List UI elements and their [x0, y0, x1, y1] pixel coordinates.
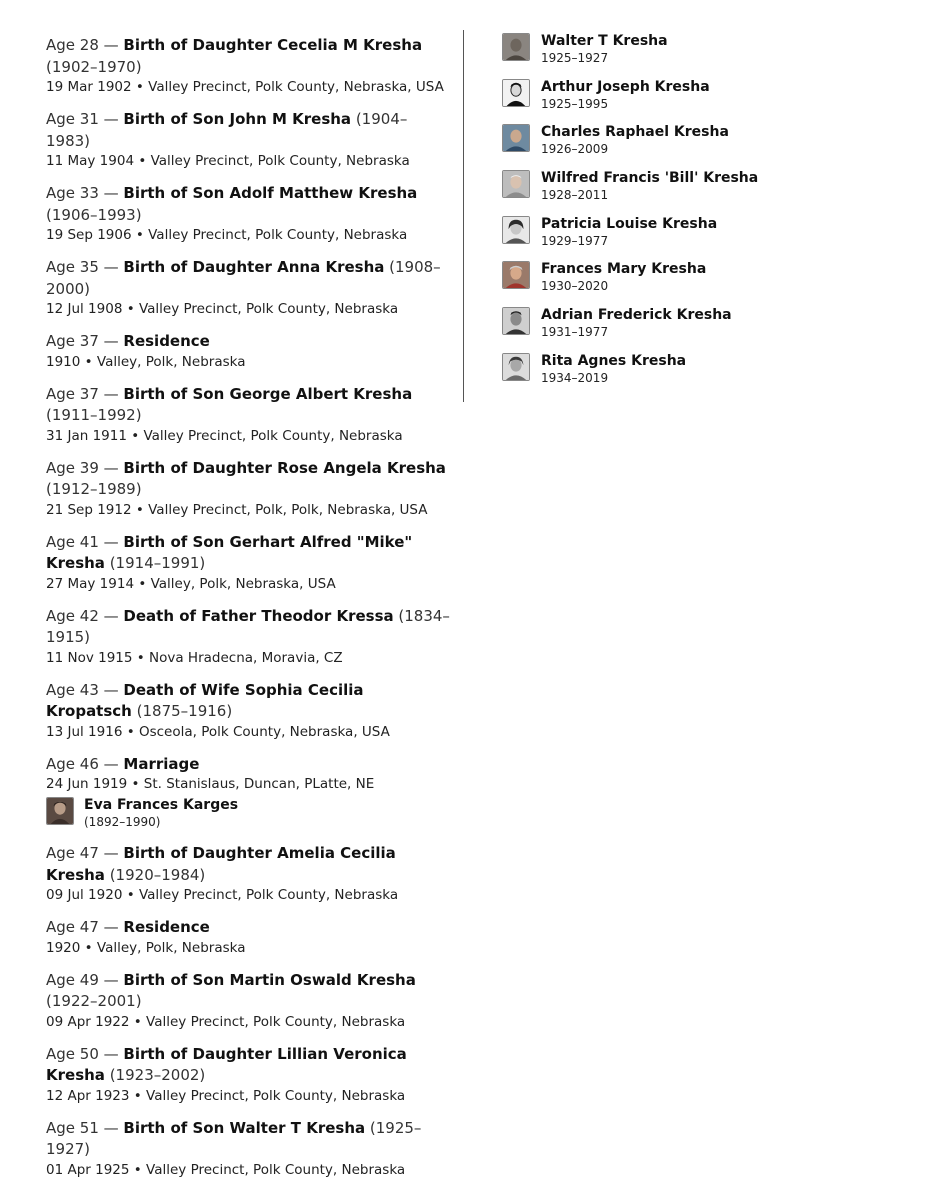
event-heading — [46, 109, 451, 152]
child-years: 1925–1995 — [541, 96, 609, 111]
event-title-link[interactable]: Birth of Son Walter T Kresha — [123, 1118, 366, 1137]
event-title-link[interactable]: Birth of Son John M Kresha — [123, 110, 352, 128]
child-years: 1928–2011 — [541, 188, 609, 203]
child-years: 1934–2019 — [541, 370, 609, 385]
timeline-event — [46, 1044, 451, 1106]
timeline-event — [46, 843, 451, 905]
child-name[interactable]: Charles Raphael Kresha — [541, 124, 729, 141]
spouse-card[interactable] — [46, 797, 451, 831]
event-title-link[interactable]: Birth of Daughter Anna Kresha — [123, 258, 385, 276]
event-title-link[interactable]: Death of Father Theodor Kressa — [123, 606, 394, 625]
event-age: Age 28 — — [46, 36, 124, 54]
child-item[interactable] — [502, 32, 902, 78]
event-age: Age 43 — — [46, 680, 124, 699]
event-date-place: 1910 • Valley, Polk, Nebraska — [46, 353, 246, 370]
child-years: 1929–1977 — [541, 233, 609, 248]
child-portrait-icon[interactable] — [502, 79, 530, 107]
timeline-event — [46, 917, 451, 958]
event-heading — [46, 970, 451, 1013]
event-title-link[interactable]: Birth of Daughter Lillian Veronica Kresha — [46, 1044, 407, 1084]
timeline-event — [46, 109, 451, 171]
timeline-event — [46, 183, 451, 245]
timeline-event — [46, 1118, 451, 1180]
timeline-event — [46, 754, 451, 832]
child-years: 1926–2009 — [541, 142, 609, 157]
event-title: Marriage — [123, 754, 200, 773]
event-years: (1923–2002) — [104, 1066, 206, 1084]
timeline-event — [46, 606, 451, 668]
child-portrait-icon[interactable] — [502, 216, 530, 244]
child-name[interactable]: Patricia Louise Kresha — [541, 215, 718, 232]
event-heading — [46, 754, 451, 776]
event-years: (1922–2001) — [46, 992, 142, 1010]
event-title-link[interactable]: Birth of Son Martin Oswald Kresha — [123, 970, 416, 989]
event-date-place: 24 Jun 1919 • St. Stanislaus, Duncan, PLatte, NE — [46, 776, 375, 792]
child-portrait-icon[interactable] — [502, 307, 530, 335]
event-heading — [46, 331, 451, 353]
child-years: 1930–2020 — [541, 279, 609, 294]
event-heading — [46, 606, 451, 649]
child-name[interactable]: Arthur Joseph Kresha — [541, 78, 710, 95]
child-years: 1925–1927 — [541, 51, 609, 65]
child-item[interactable] — [502, 215, 902, 261]
event-date-place: 11 May 1904 • Valley Precinct, Polk County, Nebraska — [46, 153, 410, 169]
event-title: Residence — [123, 332, 210, 350]
event-years: (1902–1970) — [46, 57, 142, 76]
timeline-event — [46, 35, 451, 97]
event-title-link[interactable]: Birth of Daughter Cecelia M Kresha — [123, 36, 423, 54]
child-item[interactable] — [502, 169, 902, 215]
event-title-link[interactable]: Death of Wife Sophia Cecilia Kropatsch — [46, 680, 364, 720]
event-heading — [46, 183, 451, 226]
child-name[interactable]: Adrian Frederick Kresha — [541, 307, 732, 324]
child-portrait-icon[interactable] — [502, 124, 530, 152]
timeline-event — [46, 532, 451, 594]
event-age: Age 37 — — [46, 332, 124, 350]
event-years: (1911–1992) — [46, 406, 142, 424]
child-years: 1931–1977 — [541, 325, 609, 340]
child-item[interactable] — [502, 78, 902, 124]
event-age: Age 49 — — [46, 970, 124, 989]
event-date-place: 12 Apr 1923 • Valley Precinct, Polk County, Nebraska — [46, 1087, 406, 1104]
event-age: Age 33 — — [46, 184, 124, 202]
event-date-place: 12 Jul 1908 • Valley Precinct, Polk County, Nebraska — [46, 301, 399, 317]
event-heading — [46, 35, 451, 78]
event-heading — [46, 1118, 451, 1161]
event-heading — [46, 532, 451, 575]
life-events-timeline — [46, 35, 451, 1192]
event-heading — [46, 257, 451, 300]
event-title: Residence — [123, 918, 210, 936]
timeline-event — [46, 331, 451, 372]
event-age: Age 42 — — [46, 606, 124, 625]
event-heading — [46, 680, 451, 723]
child-portrait-icon[interactable] — [502, 353, 530, 381]
event-date-place: 11 Nov 1915 • Nova Hradecna, Moravia, CZ — [46, 649, 343, 666]
event-date-place: 01 Apr 1925 • Valley Precinct, Polk County, Nebraska — [46, 1161, 406, 1178]
event-date-place: 19 Mar 1902 • Valley Precinct, Polk County, Nebraska, USA — [46, 79, 444, 95]
child-name[interactable]: Wilfred Francis 'Bill' Kresha — [541, 170, 759, 187]
column-divider — [463, 30, 464, 402]
event-age: Age 50 — — [46, 1044, 124, 1063]
event-years: (1925–1927) — [46, 1118, 422, 1158]
spouse-portrait-icon[interactable] — [46, 797, 74, 825]
event-heading — [46, 1044, 451, 1087]
spouse-years: (1892–1990) — [84, 815, 161, 829]
event-date-place: 1920 • Valley, Polk, Nebraska — [46, 939, 246, 956]
event-age: Age 51 — — [46, 1118, 124, 1137]
event-age: Age 35 — — [46, 258, 124, 276]
event-age: Age 39 — — [46, 458, 124, 477]
event-title-link[interactable]: Birth of Son Gerhart Alfred "Mike" Kresha — [46, 532, 413, 572]
event-age: Age 41 — — [46, 532, 124, 551]
event-years: (1904–1983) — [46, 110, 408, 150]
timeline-event — [46, 257, 451, 319]
event-age: Age 47 — — [46, 844, 124, 862]
children-list — [502, 32, 902, 398]
event-years: (1914–1991) — [104, 554, 206, 572]
event-date-place: 21 Sep 1912 • Valley Precinct, Polk, Polk, Nebraska, USA — [46, 501, 428, 518]
child-name[interactable]: Walter T Kresha — [541, 33, 668, 49]
event-date-place: 13 Jul 1916 • Osceola, Polk County, Nebraska, USA — [46, 723, 390, 740]
event-years: (1912–1989) — [46, 480, 142, 498]
event-years: (1875–1916) — [131, 702, 233, 720]
event-date-place: 27 May 1914 • Valley, Polk, Nebraska, USA — [46, 575, 336, 592]
child-item[interactable] — [502, 352, 902, 398]
event-heading — [46, 458, 451, 501]
child-portrait-icon[interactable] — [502, 170, 530, 198]
child-name[interactable]: Frances Mary Kresha — [541, 261, 707, 278]
event-heading — [46, 917, 451, 939]
child-portrait-icon[interactable] — [502, 33, 530, 61]
event-years: (1834–1915) — [46, 606, 450, 646]
event-title-link[interactable]: Birth of Son Adolf Matthew Kresha — [123, 184, 418, 202]
child-portrait-icon[interactable] — [502, 261, 530, 289]
spouse-name[interactable]: Eva Frances Karges — [84, 797, 239, 813]
event-date-place: 09 Apr 1922 • Valley Precinct, Polk County, Nebraska — [46, 1013, 406, 1030]
event-title-link[interactable]: Birth of Son George Albert Kresha — [123, 384, 413, 403]
child-item[interactable] — [502, 260, 902, 306]
event-age: Age 37 — — [46, 384, 124, 403]
event-age: Age 46 — — [46, 754, 124, 773]
timeline-event — [46, 970, 451, 1032]
event-age: Age 47 — — [46, 918, 124, 936]
event-years: (1920–1984) — [104, 865, 206, 884]
event-title-link[interactable]: Birth of Daughter Rose Angela Kresha — [123, 458, 446, 477]
event-date-place: 09 Jul 1920 • Valley Precinct, Polk County, Nebraska — [46, 887, 399, 903]
event-title-link[interactable]: Birth of Daughter Amelia Cecilia Kresha — [46, 844, 396, 884]
timeline-event — [46, 384, 451, 446]
event-heading — [46, 384, 451, 427]
child-name[interactable]: Rita Agnes Kresha — [541, 352, 687, 369]
event-heading — [46, 843, 451, 886]
child-item[interactable] — [502, 306, 902, 352]
timeline-event — [46, 458, 451, 520]
event-date-place: 31 Jan 1911 • Valley Precinct, Polk County, Nebraska — [46, 427, 403, 444]
event-years: (1906–1993) — [46, 205, 142, 224]
event-years: (1908–2000) — [46, 258, 441, 298]
event-date-place: 19 Sep 1906 • Valley Precinct, Polk County, Nebraska — [46, 227, 408, 243]
event-age: Age 31 — — [46, 110, 124, 128]
timeline-event — [46, 680, 451, 742]
child-item[interactable] — [502, 123, 902, 169]
